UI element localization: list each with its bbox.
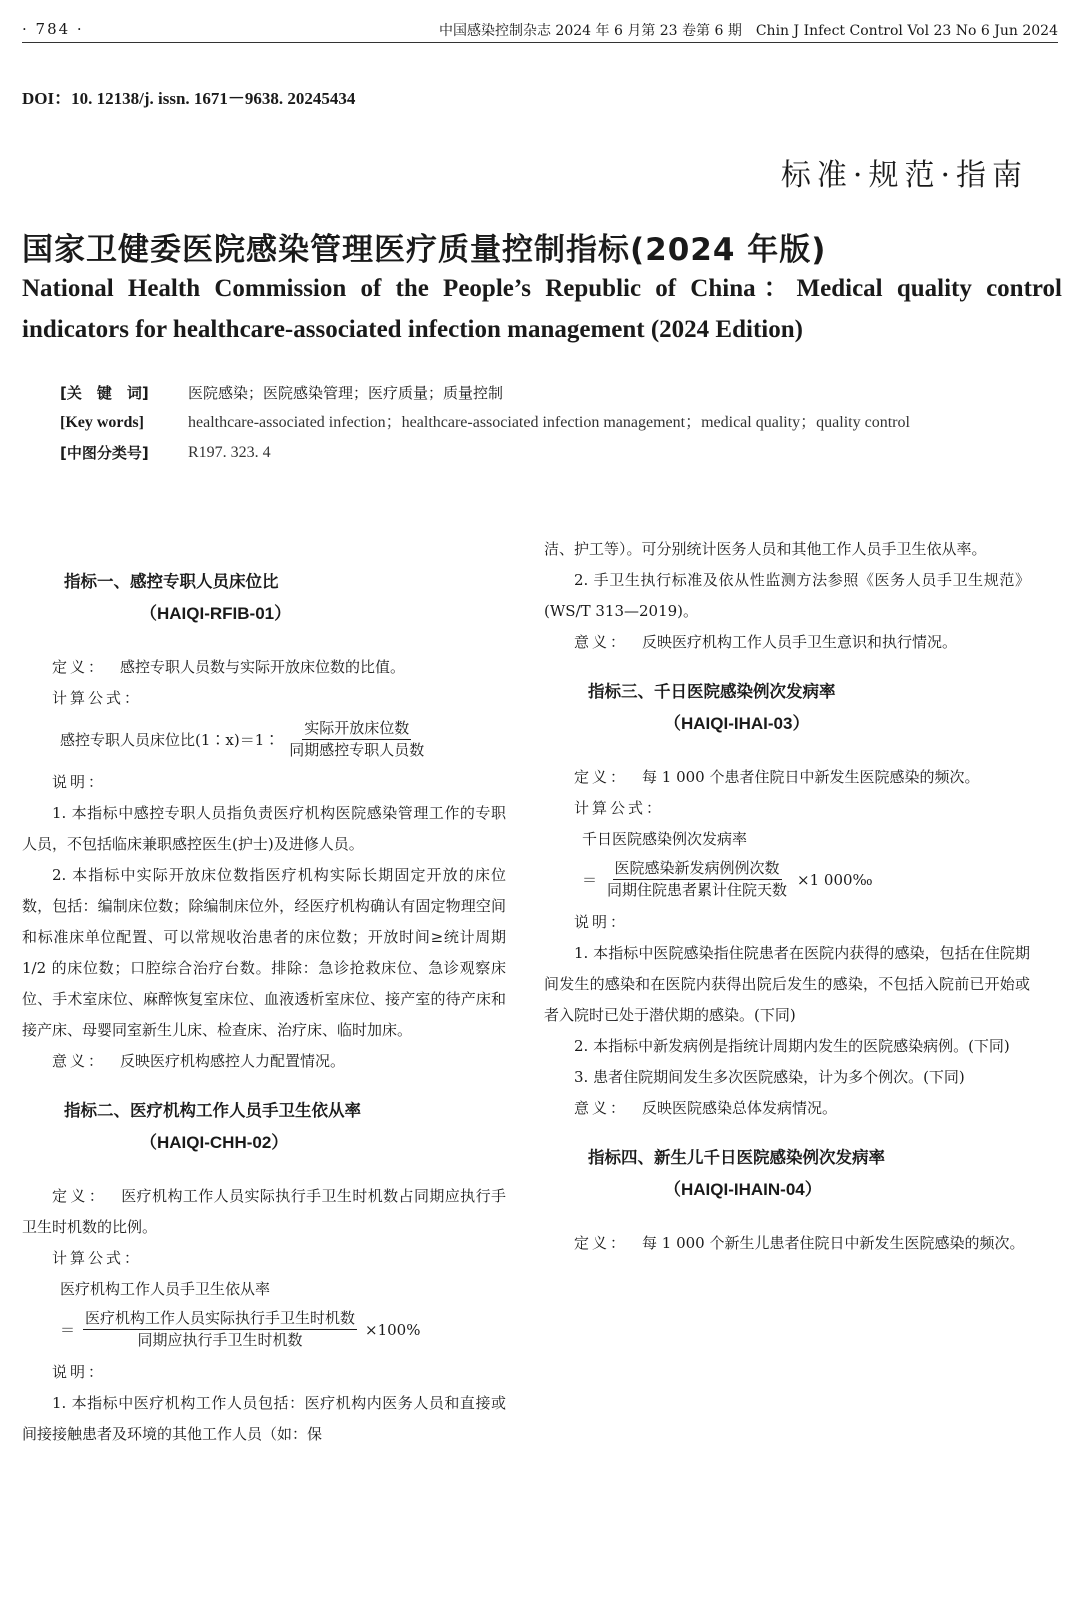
title-chinese: 国家卫健委医院感染管理医疗质量控制指标(2024 年版)	[22, 232, 827, 268]
keywords-en-value: healthcare-associated infection；healthcare-associated infection management；medical quality；quality control	[188, 414, 910, 431]
indicator2-significance	[544, 627, 1030, 658]
indicator1-note2: 2. 本指标中实际开放床位数指医疗机构实际长期固定开放的床位数，包括：编制床位数；除编制床位外，经医疗机构确认有固定物理空间和标准床单位配置、可以常规收治患者的床位数；开放时间≥统计周期 1/2 的床位数；口腔综合治疗台数。排除：急诊抢救床位、急诊观察床位、手术室床位、麻醉恢复室床位、血液透析室床位、接产室的待产床和接产床、母婴同室新生儿床、检查床、治疗床、临时加床。	[22, 866, 506, 1039]
indicator4-code: （HAIQI-IHAIN-04）	[664, 1180, 822, 1199]
indicator2-denominator: 同期应执行手卫生时机数	[137, 1331, 303, 1349]
indicator3-note-label: 说明：	[574, 913, 629, 931]
indicator1-title: 指标一、感控专职人员床位比	[64, 572, 279, 591]
definition-label: 定义：	[574, 768, 629, 786]
journal-citation: 中国感染控制杂志 2024 年 6 月第 23 卷第 6 期 Chin J Infect Control Vol 23 No 6 Jun 2024	[438, 23, 1058, 39]
indicator3-significance-text: 反映医院感染总体发病情况。	[642, 1099, 838, 1117]
indicator2-definition	[22, 1181, 506, 1243]
indicator3-formula-label: 计算公式：	[574, 799, 665, 817]
indicator1-definition	[22, 652, 506, 683]
indicator3-numerator: 医院感染新发病例例次数	[613, 858, 782, 880]
indicator2-significance-text: 反映医疗机构工作人员手卫生意识和执行情况。	[642, 633, 958, 651]
right-column	[544, 534, 1030, 1259]
keywords-cn-value: 医院感染；医院感染管理；医疗质量；质量控制	[188, 384, 504, 402]
section-tag: 标准·规范·指南	[780, 158, 1028, 193]
classification-label: [中图分类号]	[60, 444, 149, 462]
indicator1-note1: 1. 本指标中感控专职人员指负责医疗机构医院感染管理工作的专职人员，不包括临床兼职感控医生(护士)及进修人员。	[22, 804, 506, 853]
indicator3-note2: 2. 本指标中新发病例是指统计周期内发生的医院感染病例。(下同)	[574, 1037, 1010, 1055]
indicator3-significance	[544, 1093, 1030, 1124]
indicator2-definition-text: 医疗机构工作人员实际执行手卫生时机数占同期应执行手卫生时机数的比例。	[22, 1187, 506, 1236]
indicator2-formula-name: 医疗机构工作人员手卫生依从率	[60, 1280, 271, 1298]
indicator1-formula-lhs: 感控专职人员床位比(1∶x)＝1∶	[60, 730, 280, 749]
definition-label: 定义：	[52, 1187, 108, 1205]
doi[interactable]: DOI：10. 12138/j. issn. 1671－9638. 20245434	[22, 89, 356, 108]
significance-label: 意义：	[574, 633, 629, 651]
indicator3-title: 指标三、千日医院感染例次发病率	[588, 682, 836, 701]
keywords-cn-row	[60, 378, 1020, 408]
indicator2-fraction	[83, 1308, 357, 1351]
keywords-cn-label: [关 键 词]	[60, 384, 149, 402]
running-header	[22, 18, 1058, 43]
indicator4-definition	[544, 1228, 1030, 1259]
keywords-en-label: [Key words]	[60, 414, 144, 431]
indicator2-note2: 2. 手卫生执行标准及依从性监测方法参照《医务人员手卫生规范》(WS/T 313—2019)。	[544, 571, 1030, 620]
indicator3-fraction	[605, 858, 789, 901]
indicator2-numerator: 医疗机构工作人员实际执行手卫生时机数	[83, 1308, 357, 1330]
indicator3-note1: 1. 本指标中医院感染指住院患者在医院内获得的感染，包括在住院期间发生的感染和在医院内获得出院后发生的感染，不包括入院前已开始或者入院时已处于潜伏期的感染。(下同)	[544, 944, 1030, 1024]
indicator2-note1-part1: 1. 本指标中医疗机构工作人员包括：医疗机构内医务人员和直接或间接接触患者及环境的其他工作人员（如：保	[22, 1394, 506, 1443]
indicator1-formula	[22, 718, 506, 761]
indicator1-denominator: 同期感控专职人员数	[289, 741, 425, 759]
indicator2-formula-multiplier: ×100%	[365, 1320, 421, 1339]
significance-label: 意义：	[52, 1052, 107, 1070]
indicator2-title: 指标二、医疗机构工作人员手卫生依从率	[64, 1101, 361, 1120]
indicator4-definition-text: 每 1 000 个新生儿患者住院日中新发生医院感染的频次。	[642, 1234, 1025, 1252]
indicator1-significance-text: 反映医疗机构感控人力配置情况。	[120, 1052, 346, 1070]
indicator3-definition-text: 每 1 000 个患者住院日中新发生医院感染的频次。	[642, 768, 980, 786]
indicator3-formula: ＝ $\frac{\text{医院感染新发病例例次数}}{\text{同期住院患者累计住院天数}}$ ×1 000‰	[582, 859, 873, 899]
title-english: National Health Commission of the People’s Republic of China：Medical quality control indicators for healthcare-associated infection management (2024 Edition)	[22, 275, 1062, 343]
indicator2-note-label: 说明：	[52, 1363, 107, 1381]
indicator2-note1-part2: 洁、护工等）。可分别统计医务人员和其他工作人员手卫生依从率。	[544, 540, 987, 558]
page-number: · 784 ·	[22, 20, 84, 38]
indicator1-note-label: 说明：	[52, 773, 107, 791]
indicator2-formula: ＝ $\frac{\text{医疗机构工作人员实际执行手卫生时机数}}{\text{同期应执行手卫生时机数}}$ ×100%	[60, 1309, 421, 1349]
definition-label: 定义：	[52, 658, 107, 676]
indicator1-significance	[22, 1046, 506, 1077]
keywords-en-row	[60, 408, 1020, 438]
classification-row	[60, 438, 1020, 468]
left-column	[22, 534, 506, 1450]
indicator2-code: （HAIQI-CHH-02）	[140, 1133, 289, 1152]
indicator3-note3: 3. 患者住院期间发生多次医院感染，计为多个例次。(下同)	[574, 1068, 965, 1086]
keywords-block	[60, 378, 1020, 468]
indicator1-numerator: 实际开放床位数	[302, 718, 411, 740]
indicator3-denominator: 同期住院患者累计住院天数	[607, 881, 788, 899]
indicator3-definition	[544, 762, 1030, 793]
indicator1-code: （HAIQI-RFIB-01）	[140, 604, 292, 623]
classification-value: R197. 323. 4	[188, 444, 271, 461]
indicator3-code: （HAIQI-IHAI-03）	[664, 714, 810, 733]
definition-label: 定义：	[574, 1234, 629, 1252]
indicator1-fraction	[287, 718, 426, 761]
indicator4-title: 指标四、新生儿千日医院感染例次发病率	[588, 1148, 885, 1167]
indicator1-formula-label: 计算公式：	[52, 689, 143, 707]
indicator2-formula-label: 计算公式：	[52, 1249, 143, 1267]
significance-label: 意义：	[574, 1099, 629, 1117]
indicator3-formula-name: 千日医院感染例次发病率	[582, 830, 748, 848]
indicator3-formula-multiplier: ×1 000‰	[797, 870, 873, 889]
indicator1-definition-text: 感控专职人员数与实际开放床位数的比值。	[120, 658, 406, 676]
